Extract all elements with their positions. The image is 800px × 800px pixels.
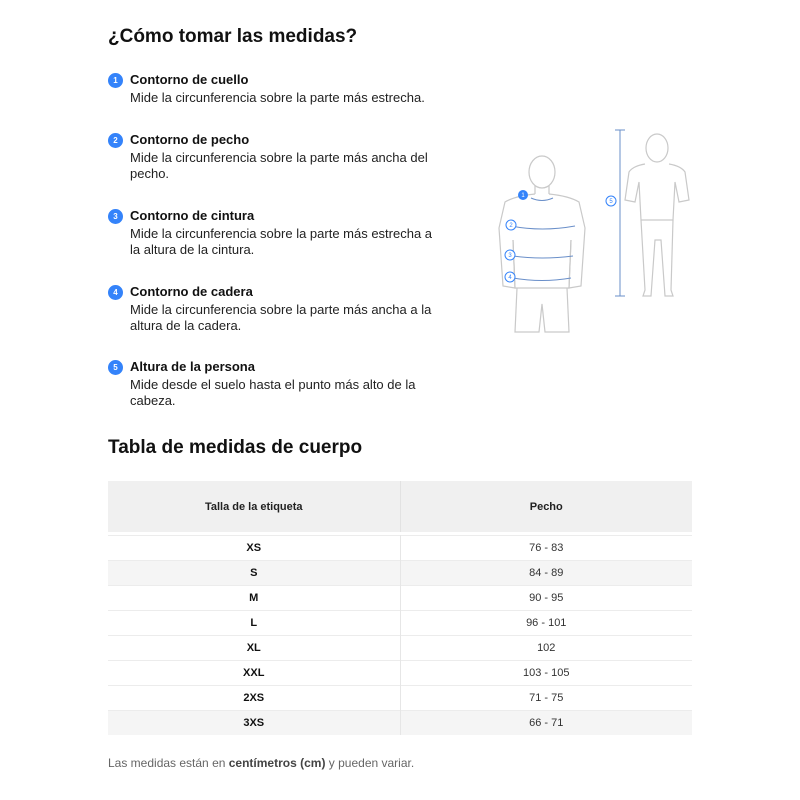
chest-cell: 71 - 75 <box>400 686 692 711</box>
size-cell: S <box>108 561 400 586</box>
size-cell: 3XS <box>108 711 400 736</box>
side-figure-legs <box>641 220 673 296</box>
table-row <box>108 661 692 686</box>
table-row <box>108 711 692 736</box>
svg-text:5: 5 <box>609 199 613 205</box>
size-cell: 2XS <box>108 686 400 711</box>
column-header-chest: Pecho <box>400 481 692 532</box>
chest-cell: 84 - 89 <box>400 561 692 586</box>
marker-waist <box>505 250 515 260</box>
step-description: Mide desde el suelo hasta el punto más alto de la cabeza. <box>130 377 416 408</box>
footnote-suffix: y pueden variar. <box>325 756 415 770</box>
step-description: Mide la circunferencia sobre la parte más estrecha. <box>130 90 425 105</box>
chest-cell: 66 - 71 <box>400 711 692 736</box>
size-cell: XL <box>108 636 400 661</box>
marker-height <box>606 196 616 206</box>
front-figure-shorts <box>515 288 569 332</box>
size-table <box>108 481 692 735</box>
footnote-unit: centímetros (cm) <box>228 756 326 770</box>
chest-cell: 96 - 101 <box>400 611 692 636</box>
size-cell: XS <box>108 536 400 561</box>
marker-chest <box>506 220 516 230</box>
step-description: Mide la circunferencia sobre la parte más ancha a la altura de la cadera. <box>130 302 432 333</box>
chest-cell: 103 - 105 <box>400 661 692 686</box>
svg-text:2: 2 <box>509 223 513 229</box>
table-header-row <box>108 481 692 532</box>
step-title: Contorno de cuello <box>130 72 249 87</box>
side-figure-head <box>646 134 668 162</box>
size-cell: L <box>108 611 400 636</box>
step-title: Contorno de pecho <box>130 132 250 147</box>
table-row <box>108 611 692 636</box>
chest-measure-line <box>511 226 575 229</box>
side-figure-shirt <box>625 164 689 220</box>
illustration-markers <box>505 190 616 282</box>
step-title: Contorno de cintura <box>130 208 255 223</box>
step-title: Contorno de cadera <box>130 284 253 299</box>
chest-cell: 90 - 95 <box>400 586 692 611</box>
table-row <box>108 636 692 661</box>
hip-measure-line <box>513 278 571 281</box>
size-cell: M <box>108 586 400 611</box>
step-description: Mide la circunferencia sobre la parte más estrecha a la altura de la cintura. <box>130 226 433 257</box>
step-description: Mide la circunferencia sobre la parte más ancha del pecho. <box>130 150 428 181</box>
step-title: Altura de la persona <box>130 359 255 374</box>
size-cell: XXL <box>108 661 400 686</box>
column-header-size: Talla de la etiqueta <box>108 481 400 532</box>
page-title: ¿Cómo tomar las medidas? <box>108 26 358 47</box>
step-number-badge: 5 <box>108 360 123 375</box>
body-measurement-illustration <box>495 120 705 340</box>
measurement-footnote <box>108 756 414 770</box>
waist-measure-line <box>513 256 573 258</box>
step-number-badge: 4 <box>108 285 123 300</box>
table-row <box>108 561 692 586</box>
marker-neck <box>518 190 528 200</box>
chest-cell: 76 - 83 <box>400 536 692 561</box>
marker-hip <box>505 272 515 282</box>
neck-measure-line <box>531 198 553 201</box>
svg-text:3: 3 <box>508 253 512 259</box>
table-row <box>108 586 692 611</box>
size-table-title: Tabla de medidas de cuerpo <box>108 437 363 458</box>
table-row <box>108 686 692 711</box>
step-number-badge: 3 <box>108 209 123 224</box>
step-number-badge: 2 <box>108 133 123 148</box>
step-number-badge: 1 <box>108 73 123 88</box>
table-row <box>108 536 692 561</box>
front-figure-head <box>529 156 555 188</box>
svg-text:1: 1 <box>521 193 525 199</box>
chest-cell: 102 <box>400 636 692 661</box>
footnote-prefix: Las medidas están en <box>108 756 229 770</box>
measurement-lines <box>511 130 625 296</box>
svg-text:4: 4 <box>508 275 512 281</box>
